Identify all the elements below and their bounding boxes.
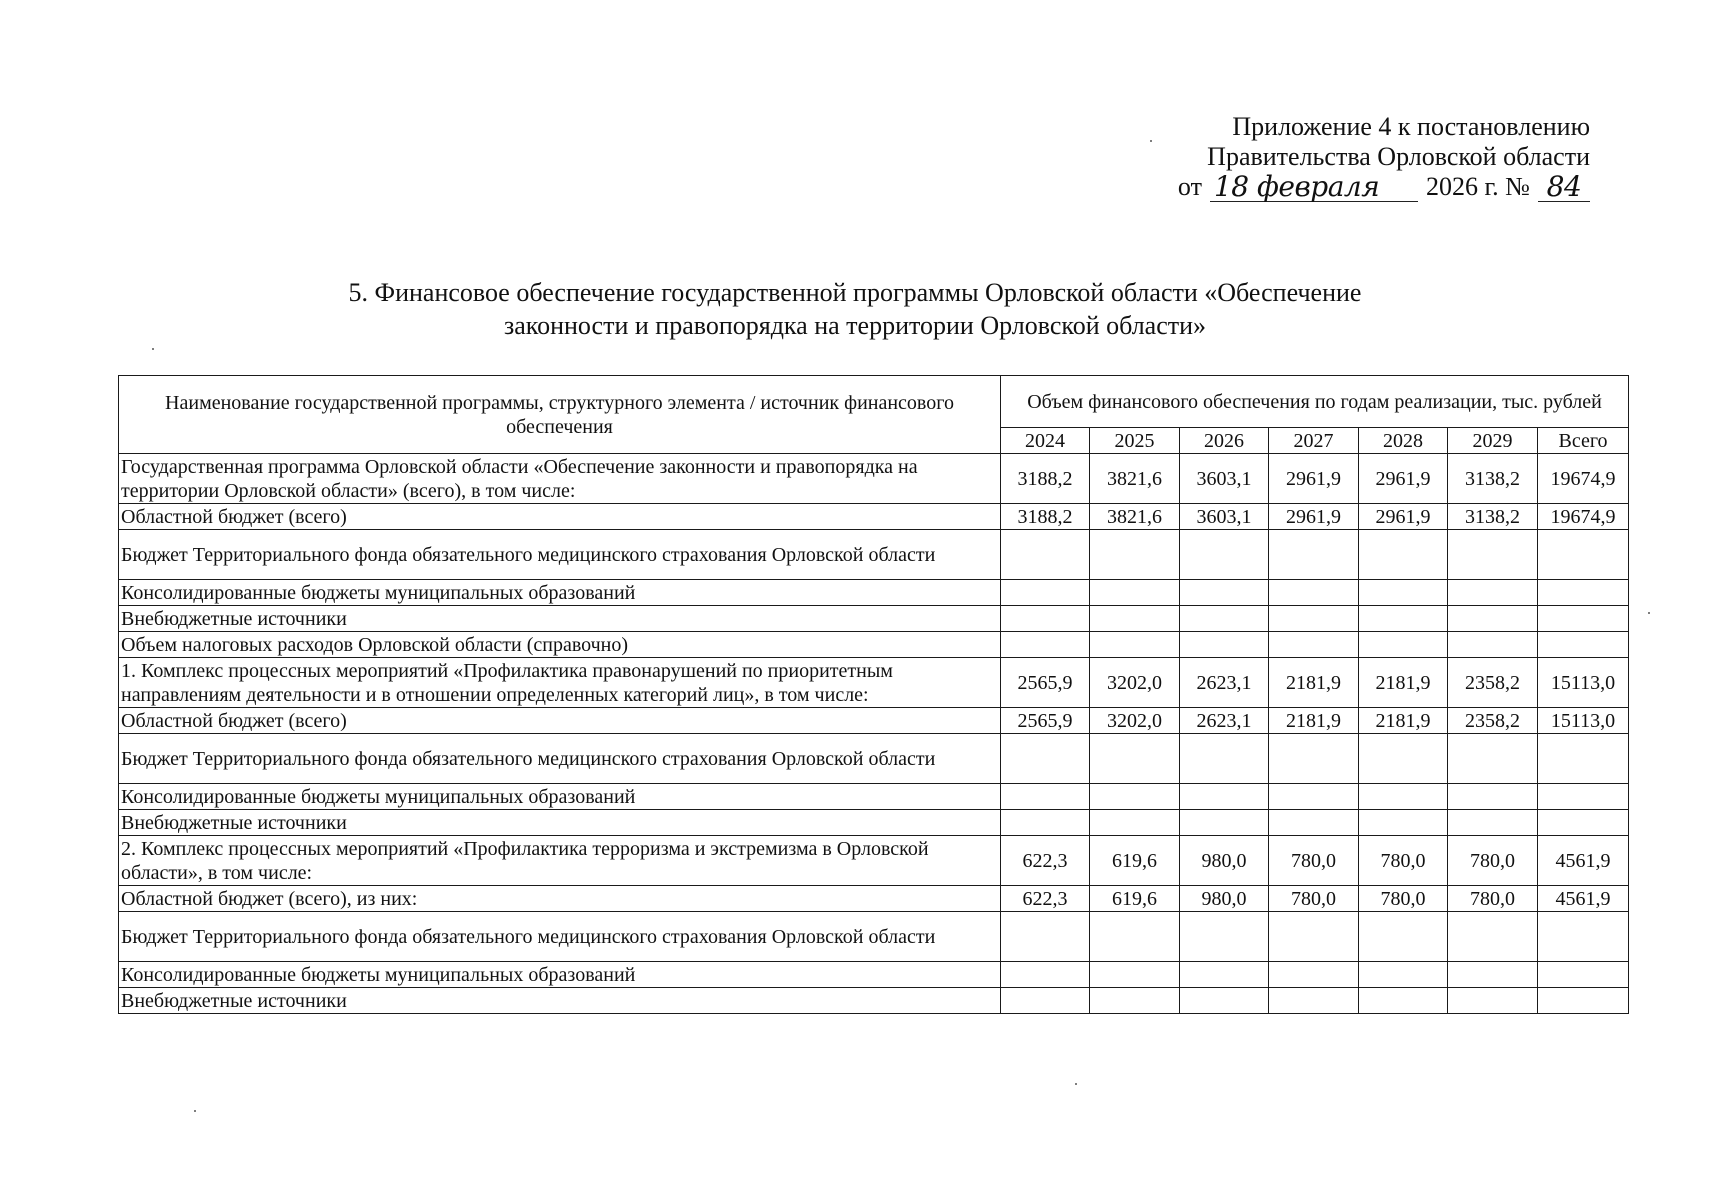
table-row: [119, 632, 1629, 658]
value-cell: [1538, 962, 1629, 988]
value-cell: 2961,9: [1269, 454, 1359, 504]
value-cell: [1090, 962, 1180, 988]
row-name-cell: Бюджет Территориального фонда обязательного медицинского страхования Орловской области: [119, 734, 1001, 784]
value-cell: 2565,9: [1001, 708, 1090, 734]
value-cell: [1359, 962, 1448, 988]
value-cell: 3138,2: [1448, 454, 1538, 504]
value-cell: [1538, 530, 1629, 580]
value-cell: 3188,2: [1001, 454, 1090, 504]
row-name-cell: Бюджет Территориального фонда обязательного медицинского страхования Орловской области: [119, 912, 1001, 962]
year-header-cell: 2024: [1001, 428, 1090, 454]
value-cell: [1090, 912, 1180, 962]
value-cell: 3188,2: [1001, 504, 1090, 530]
value-cell: 3603,1: [1180, 504, 1269, 530]
value-cell: [1448, 734, 1538, 784]
value-cell: [1448, 810, 1538, 836]
value-cell: [1180, 530, 1269, 580]
value-cell: [1269, 784, 1359, 810]
value-cell: [1538, 784, 1629, 810]
value-cell: 2961,9: [1359, 454, 1448, 504]
value-cell: 780,0: [1359, 836, 1448, 886]
row-name-cell: Бюджет Территориального фонда обязательного медицинского страхования Орловской области: [119, 530, 1001, 580]
table-row: [119, 708, 1629, 734]
scan-speck: [194, 1110, 196, 1112]
value-cell: [1359, 734, 1448, 784]
value-cell: [1359, 580, 1448, 606]
value-cell: [1180, 988, 1269, 1014]
value-cell: [1001, 606, 1090, 632]
table-row: [119, 734, 1629, 784]
value-cell: [1448, 962, 1538, 988]
value-cell: [1448, 632, 1538, 658]
value-cell: [1180, 606, 1269, 632]
value-cell: [1359, 632, 1448, 658]
value-cell: [1448, 912, 1538, 962]
value-cell: [1269, 962, 1359, 988]
section-title-line-1: 5. Финансовое обеспечение государственной программы Орловской области «Обеспечение: [348, 278, 1362, 307]
value-cell: [1180, 810, 1269, 836]
value-cell: [1180, 632, 1269, 658]
value-cell: [1001, 784, 1090, 810]
table-row: [119, 606, 1629, 632]
value-cell: 2358,2: [1448, 658, 1538, 708]
appendix-date-line: [1178, 172, 1590, 202]
value-cell: 3202,0: [1090, 658, 1180, 708]
value-cell: 980,0: [1180, 836, 1269, 886]
value-cell: 3821,6: [1090, 454, 1180, 504]
value-cell: [1180, 580, 1269, 606]
value-cell: 4561,9: [1538, 836, 1629, 886]
scan-speck: [1648, 612, 1650, 614]
row-name-cell: Внебюджетные источники: [119, 810, 1001, 836]
value-cell: [1269, 606, 1359, 632]
value-cell: 622,3: [1001, 886, 1090, 912]
appendix-line-2: Правительства Орловской области: [1207, 142, 1590, 171]
row-name-cell: Внебюджетные источники: [119, 606, 1001, 632]
value-cell: [1090, 606, 1180, 632]
row-name-cell: 2. Комплекс процессных мероприятий «Профилактика терроризма и экстремизма в Орловской области», в том числе:: [119, 836, 1001, 886]
value-cell: [1269, 580, 1359, 606]
handwritten-number: 84: [1538, 173, 1590, 202]
value-cell: [1538, 912, 1629, 962]
value-cell: 2961,9: [1269, 504, 1359, 530]
value-cell: [1359, 784, 1448, 810]
value-cell: [1538, 580, 1629, 606]
table-row: [119, 988, 1629, 1014]
value-cell: [1359, 988, 1448, 1014]
table-row: [119, 454, 1629, 504]
value-cell: 2623,1: [1180, 708, 1269, 734]
table-row: [119, 962, 1629, 988]
value-cell: 780,0: [1269, 886, 1359, 912]
value-cell: 4561,9: [1538, 886, 1629, 912]
table-row: [119, 504, 1629, 530]
table-row: [119, 886, 1629, 912]
year-header-cell: 2026: [1180, 428, 1269, 454]
value-cell: 3603,1: [1180, 454, 1269, 504]
value-cell: 619,6: [1090, 886, 1180, 912]
table-row: [119, 658, 1629, 708]
value-cell: [1001, 580, 1090, 606]
value-cell: 2358,2: [1448, 708, 1538, 734]
row-name-cell: Областной бюджет (всего): [119, 504, 1001, 530]
value-cell: 2961,9: [1359, 504, 1448, 530]
financing-table: [118, 375, 1629, 1014]
value-cell: [1001, 988, 1090, 1014]
section-title: [180, 276, 1530, 342]
value-cell: [1448, 606, 1538, 632]
value-cell: [1001, 734, 1090, 784]
section-title-line-2: законности и правопорядка на территории Орловской области»: [503, 311, 1207, 340]
year-header-cell: 2028: [1359, 428, 1448, 454]
value-cell: 780,0: [1448, 886, 1538, 912]
volume-column-header: Объем финансового обеспечения по годам реализации, тыс. рублей: [1001, 376, 1629, 428]
value-cell: [1269, 988, 1359, 1014]
value-cell: 622,3: [1001, 836, 1090, 886]
value-cell: 619,6: [1090, 836, 1180, 886]
handwritten-date: 18 февраля: [1210, 173, 1418, 202]
value-cell: [1359, 810, 1448, 836]
row-name-cell: Областной бюджет (всего): [119, 708, 1001, 734]
value-cell: [1090, 988, 1180, 1014]
table-row: [119, 530, 1629, 580]
value-cell: 2565,9: [1001, 658, 1090, 708]
value-cell: 2181,9: [1269, 708, 1359, 734]
value-cell: [1001, 912, 1090, 962]
value-cell: 2181,9: [1269, 658, 1359, 708]
value-cell: 980,0: [1180, 886, 1269, 912]
value-cell: [1090, 810, 1180, 836]
year-and-number-label: 2026 г. №: [1425, 172, 1530, 201]
row-name-cell: Внебюджетные источники: [119, 988, 1001, 1014]
value-cell: 19674,9: [1538, 454, 1629, 504]
row-name-cell: Консолидированные бюджеты муниципальных образований: [119, 962, 1001, 988]
value-cell: [1090, 530, 1180, 580]
value-cell: [1269, 632, 1359, 658]
year-header-cell: 2025: [1090, 428, 1180, 454]
value-cell: [1180, 784, 1269, 810]
value-cell: [1269, 530, 1359, 580]
table-row: [119, 784, 1629, 810]
value-cell: 780,0: [1448, 836, 1538, 886]
table-row: [119, 836, 1629, 886]
value-cell: [1359, 606, 1448, 632]
value-cell: [1090, 632, 1180, 658]
table-row: [119, 810, 1629, 836]
value-cell: 3821,6: [1090, 504, 1180, 530]
value-cell: [1269, 912, 1359, 962]
value-cell: [1180, 962, 1269, 988]
value-cell: [1090, 580, 1180, 606]
value-cell: [1269, 734, 1359, 784]
value-cell: [1001, 632, 1090, 658]
value-cell: 3202,0: [1090, 708, 1180, 734]
value-cell: [1180, 734, 1269, 784]
value-cell: [1090, 784, 1180, 810]
row-name-cell: 1. Комплекс процессных мероприятий «Профилактика правонарушений по приоритетным направлениям деятельности и в отношении определенных категорий лиц», в том числе:: [119, 658, 1001, 708]
value-cell: [1538, 632, 1629, 658]
row-name-cell: Консолидированные бюджеты муниципальных образований: [119, 784, 1001, 810]
value-cell: [1538, 734, 1629, 784]
row-name-cell: Областной бюджет (всего), из них:: [119, 886, 1001, 912]
value-cell: [1269, 810, 1359, 836]
value-cell: 780,0: [1359, 886, 1448, 912]
scan-speck: [152, 348, 154, 350]
value-cell: 780,0: [1269, 836, 1359, 886]
year-header-cell: 2029: [1448, 428, 1538, 454]
year-header-cell: Всего: [1538, 428, 1629, 454]
value-cell: [1001, 962, 1090, 988]
row-name-cell: Консолидированные бюджеты муниципальных образований: [119, 580, 1001, 606]
value-cell: 19674,9: [1538, 504, 1629, 530]
value-cell: [1180, 912, 1269, 962]
name-column-header: Наименование государственной программы, структурного элемента / источник финансового обеспечения: [119, 376, 1001, 454]
table-row: [119, 912, 1629, 962]
value-cell: 2181,9: [1359, 708, 1448, 734]
table-body: [119, 454, 1629, 1014]
appendix-line-1: Приложение 4 к постановлению: [1232, 112, 1590, 141]
value-cell: 15113,0: [1538, 658, 1629, 708]
scan-speck: [1075, 1083, 1077, 1085]
year-header-cell: 2027: [1269, 428, 1359, 454]
value-cell: [1448, 784, 1538, 810]
value-cell: [1001, 810, 1090, 836]
appendix-header: [1150, 112, 1590, 202]
value-cell: 3138,2: [1448, 504, 1538, 530]
value-cell: 2181,9: [1359, 658, 1448, 708]
value-cell: [1090, 734, 1180, 784]
value-cell: [1448, 580, 1538, 606]
row-name-cell: Объем налоговых расходов Орловской области (справочно): [119, 632, 1001, 658]
value-cell: [1001, 530, 1090, 580]
value-cell: [1538, 988, 1629, 1014]
value-cell: [1538, 810, 1629, 836]
table-row: [119, 580, 1629, 606]
value-cell: [1538, 606, 1629, 632]
row-name-cell: Государственная программа Орловской области «Обеспечение законности и правопорядка на территории Орловской области» (всего), в том числе:: [119, 454, 1001, 504]
scan-speck: [1150, 140, 1152, 142]
value-cell: [1359, 530, 1448, 580]
value-cell: 2623,1: [1180, 658, 1269, 708]
value-cell: [1448, 988, 1538, 1014]
value-cell: [1448, 530, 1538, 580]
date-prefix: от: [1177, 172, 1202, 201]
value-cell: 15113,0: [1538, 708, 1629, 734]
value-cell: [1359, 912, 1448, 962]
